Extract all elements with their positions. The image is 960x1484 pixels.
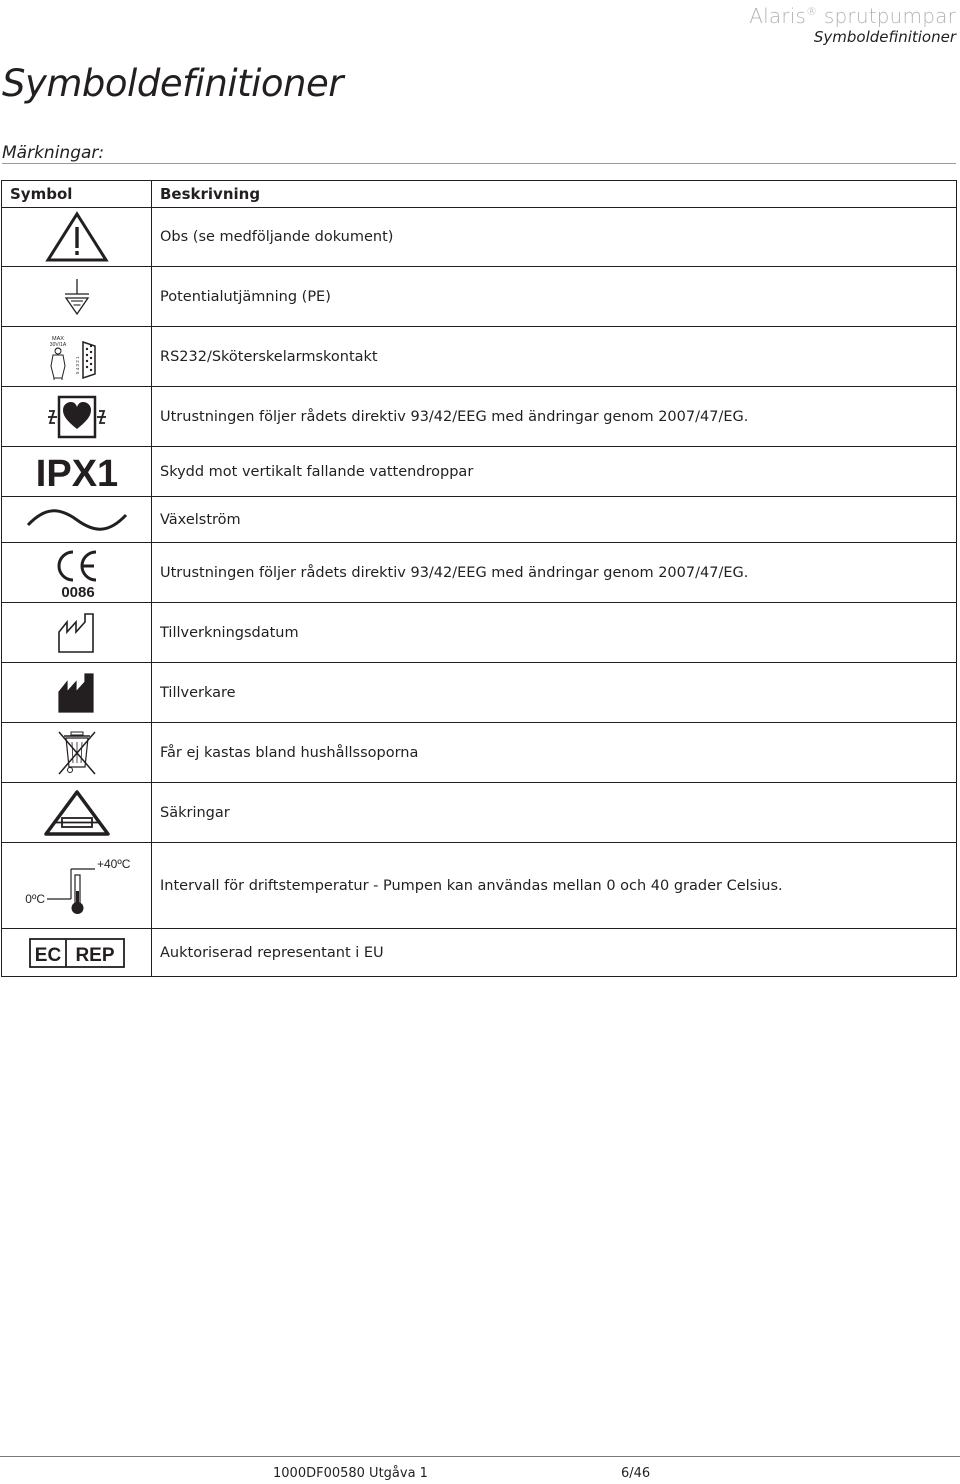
table-row bbox=[2, 603, 957, 663]
column-header-symbol: Symbol bbox=[2, 181, 152, 208]
table-row bbox=[2, 723, 957, 783]
description-cell: Säkringar bbox=[152, 783, 957, 843]
symbol-cell bbox=[2, 603, 152, 663]
table-row bbox=[2, 447, 957, 497]
weee-crossed-bin-icon bbox=[55, 729, 99, 777]
ipx1-label: IPX1 bbox=[35, 452, 118, 492]
temperature-low-label: 0ºC bbox=[24, 891, 45, 906]
caution-triangle-icon bbox=[45, 211, 109, 263]
symbol-cell bbox=[2, 387, 152, 447]
icon-label-rating: 30V/1A bbox=[49, 341, 66, 348]
table-row bbox=[2, 267, 957, 327]
description-cell: Potentialutjämning (PE) bbox=[152, 267, 957, 327]
description-cell: Växelström bbox=[152, 497, 957, 543]
description-cell: RS232/Sköterskelarmskontakt bbox=[152, 327, 957, 387]
table-row bbox=[2, 783, 957, 843]
description-cell: Utrustningen följer rådets direktiv 93/42/EEG med ändringar genom 2007/47/EG. bbox=[152, 543, 957, 603]
table-row bbox=[2, 387, 957, 447]
symbol-cell bbox=[2, 543, 152, 603]
product-brand: Alaris bbox=[749, 4, 807, 28]
table-row bbox=[2, 497, 957, 543]
table-row bbox=[2, 208, 957, 267]
icon-label-max: MAX bbox=[51, 335, 64, 342]
ec-rep-icon bbox=[28, 937, 126, 969]
ce-mark-icon bbox=[52, 547, 102, 599]
defibrillation-proof-heart-icon bbox=[45, 394, 109, 440]
table-row bbox=[2, 929, 957, 977]
ipx1-icon bbox=[27, 452, 127, 492]
product-name bbox=[749, 0, 956, 28]
description-cell: Utrustningen följer rådets direktiv 93/42/EEG med ändringar genom 2007/47/EG. bbox=[152, 387, 957, 447]
description-cell: Skydd mot vertikalt fallande vattendroppar bbox=[152, 447, 957, 497]
description-cell: Får ej kastas bland hushållssoporna bbox=[152, 723, 957, 783]
description-cell: Intervall för driftstemperatur - Pumpen kan användas mellan 0 och 40 grader Celsius. bbox=[152, 843, 957, 929]
table-row bbox=[2, 543, 957, 603]
notified-body-number: 0086 bbox=[60, 583, 95, 599]
footer-document-id: 1000DF00580 Utgåva 1 bbox=[273, 1466, 428, 1481]
table-row bbox=[2, 327, 957, 387]
symbol-cell bbox=[2, 208, 152, 267]
nurse-call-connector-icon bbox=[47, 334, 107, 380]
alternating-current-icon bbox=[25, 505, 129, 535]
manufacture-date-icon bbox=[55, 610, 99, 656]
section-divider bbox=[2, 163, 956, 164]
manufacturer-icon bbox=[55, 670, 99, 716]
symbol-cell bbox=[2, 663, 152, 723]
column-header-description: Beskrivning bbox=[152, 181, 957, 208]
symbol-cell bbox=[2, 447, 152, 497]
icon-pin-numbers: 5 4 3 2 1 bbox=[74, 355, 80, 374]
equipotential-icon bbox=[57, 277, 97, 317]
footer-divider bbox=[0, 1456, 960, 1457]
ec-label: EC bbox=[34, 944, 61, 966]
section-title: Märkningar: bbox=[2, 143, 105, 163]
symbol-cell bbox=[2, 497, 152, 543]
temperature-high-label: +40ºC bbox=[96, 856, 130, 871]
symbol-cell bbox=[2, 327, 152, 387]
symbol-cell bbox=[2, 723, 152, 783]
description-cell: Auktoriserad representant i EU bbox=[152, 929, 957, 977]
symbol-cell bbox=[2, 267, 152, 327]
table-row bbox=[2, 843, 957, 929]
description-cell: Obs (se medföljande dokument) bbox=[152, 208, 957, 267]
footer-page-number: 6/46 bbox=[621, 1466, 651, 1481]
symbol-table bbox=[1, 180, 957, 977]
header-section-name: Symboldefinitioner bbox=[813, 28, 956, 46]
registered-mark: ® bbox=[806, 5, 818, 18]
symbol-cell bbox=[2, 843, 152, 929]
fuse-icon bbox=[42, 788, 112, 838]
symbol-cell bbox=[2, 929, 152, 977]
product-suffix: sprutpumpar bbox=[817, 4, 956, 28]
description-cell: Tillverkningsdatum bbox=[152, 603, 957, 663]
table-row bbox=[2, 663, 957, 723]
temperature-limit-icon bbox=[15, 855, 139, 917]
running-header bbox=[749, 0, 956, 46]
rep-label: REP bbox=[74, 944, 115, 966]
symbol-cell bbox=[2, 783, 152, 843]
description-cell: Tillverkare bbox=[152, 663, 957, 723]
page-title: Symboldefinitioner bbox=[2, 62, 343, 105]
table-header-row bbox=[2, 181, 957, 208]
